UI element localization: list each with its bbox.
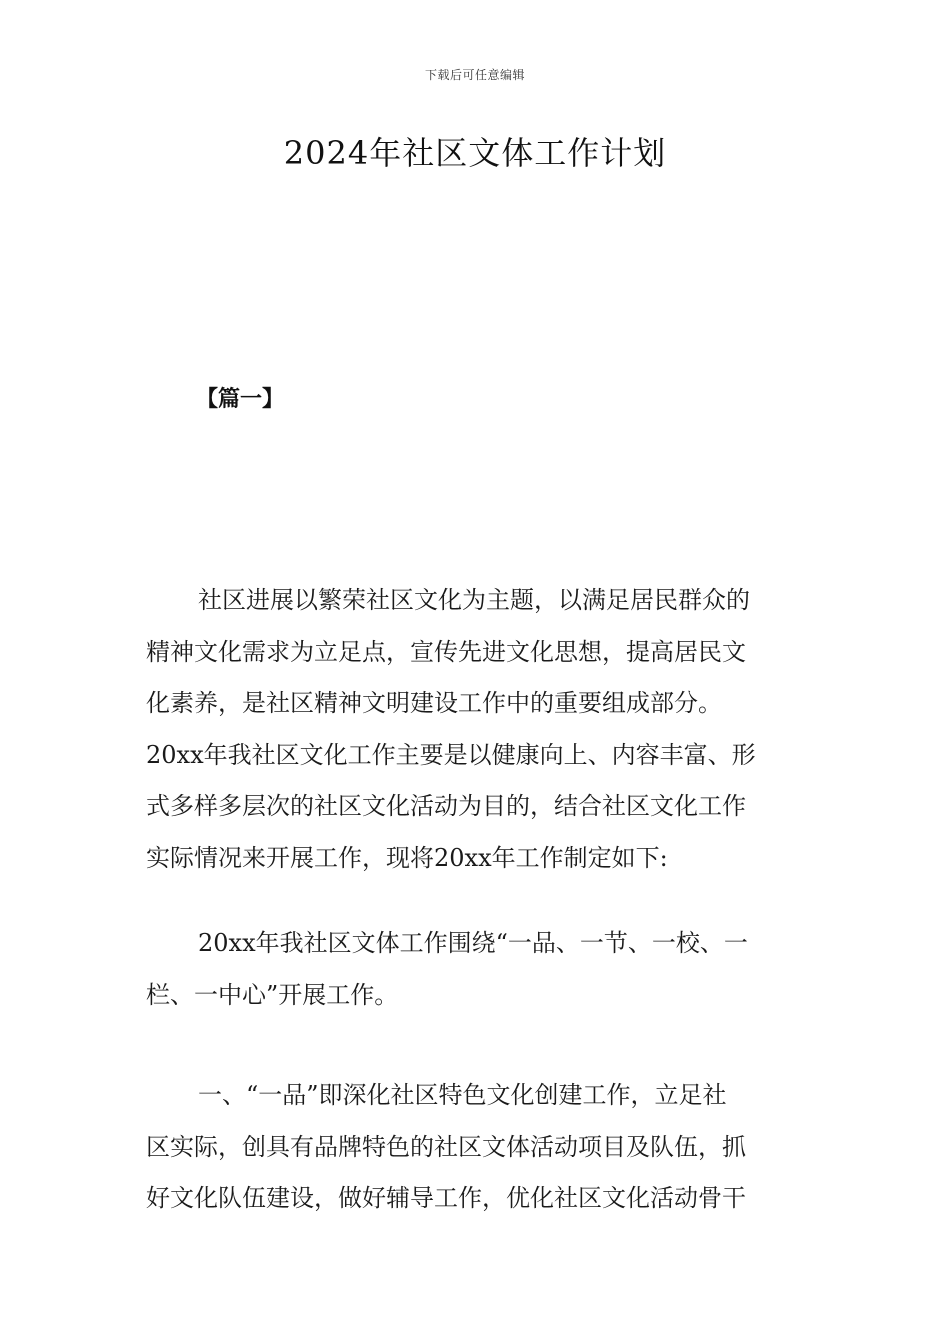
section-label: 【篇一】 [196,386,285,412]
document-title: 2024年社区文体工作计划 [283,134,667,172]
paragraph-line: 20xx年我社区文化工作主要是以健康向上、内容丰富、形 [146,740,756,769]
paragraph-item-one [146,1070,806,1225]
paragraph-line: 式多样多层次的社区文化活动为目的，结合社区文化工作 [146,792,746,820]
header-note: 下载后可任意编辑 [424,68,525,82]
paragraph-line: 20xx年我社区文体工作围绕“一品、一节、一校、一 [198,929,748,957]
paragraph-line: 栏、一中心”开展工作。 [146,980,399,1009]
paragraph-line: 一、“一品”即深化社区特色文化创建工作，立足社 [198,1081,727,1109]
paragraph-line: 社区进展以繁荣社区文化为主题，以满足居民群众的 [198,586,750,614]
paragraph-line: 精神文化需求为立足点，宣传先进文化思想，提高居民文 [146,637,746,666]
paragraph-line: 化素养，是社区精神文明建设工作中的重要组成部分。 [146,689,722,717]
paragraph-line: 实际情况来开展工作，现将20xx年工作制定如下: [146,843,668,872]
paragraph-line: 好文化队伍建设，做好辅导工作，优化社区文化活动骨干 [146,1184,746,1212]
paragraph-focus [146,918,806,1021]
paragraph-intro [146,575,806,884]
paragraph-line: 区实际，创具有品牌特色的社区文体活动项目及队伍，抓 [146,1132,746,1161]
